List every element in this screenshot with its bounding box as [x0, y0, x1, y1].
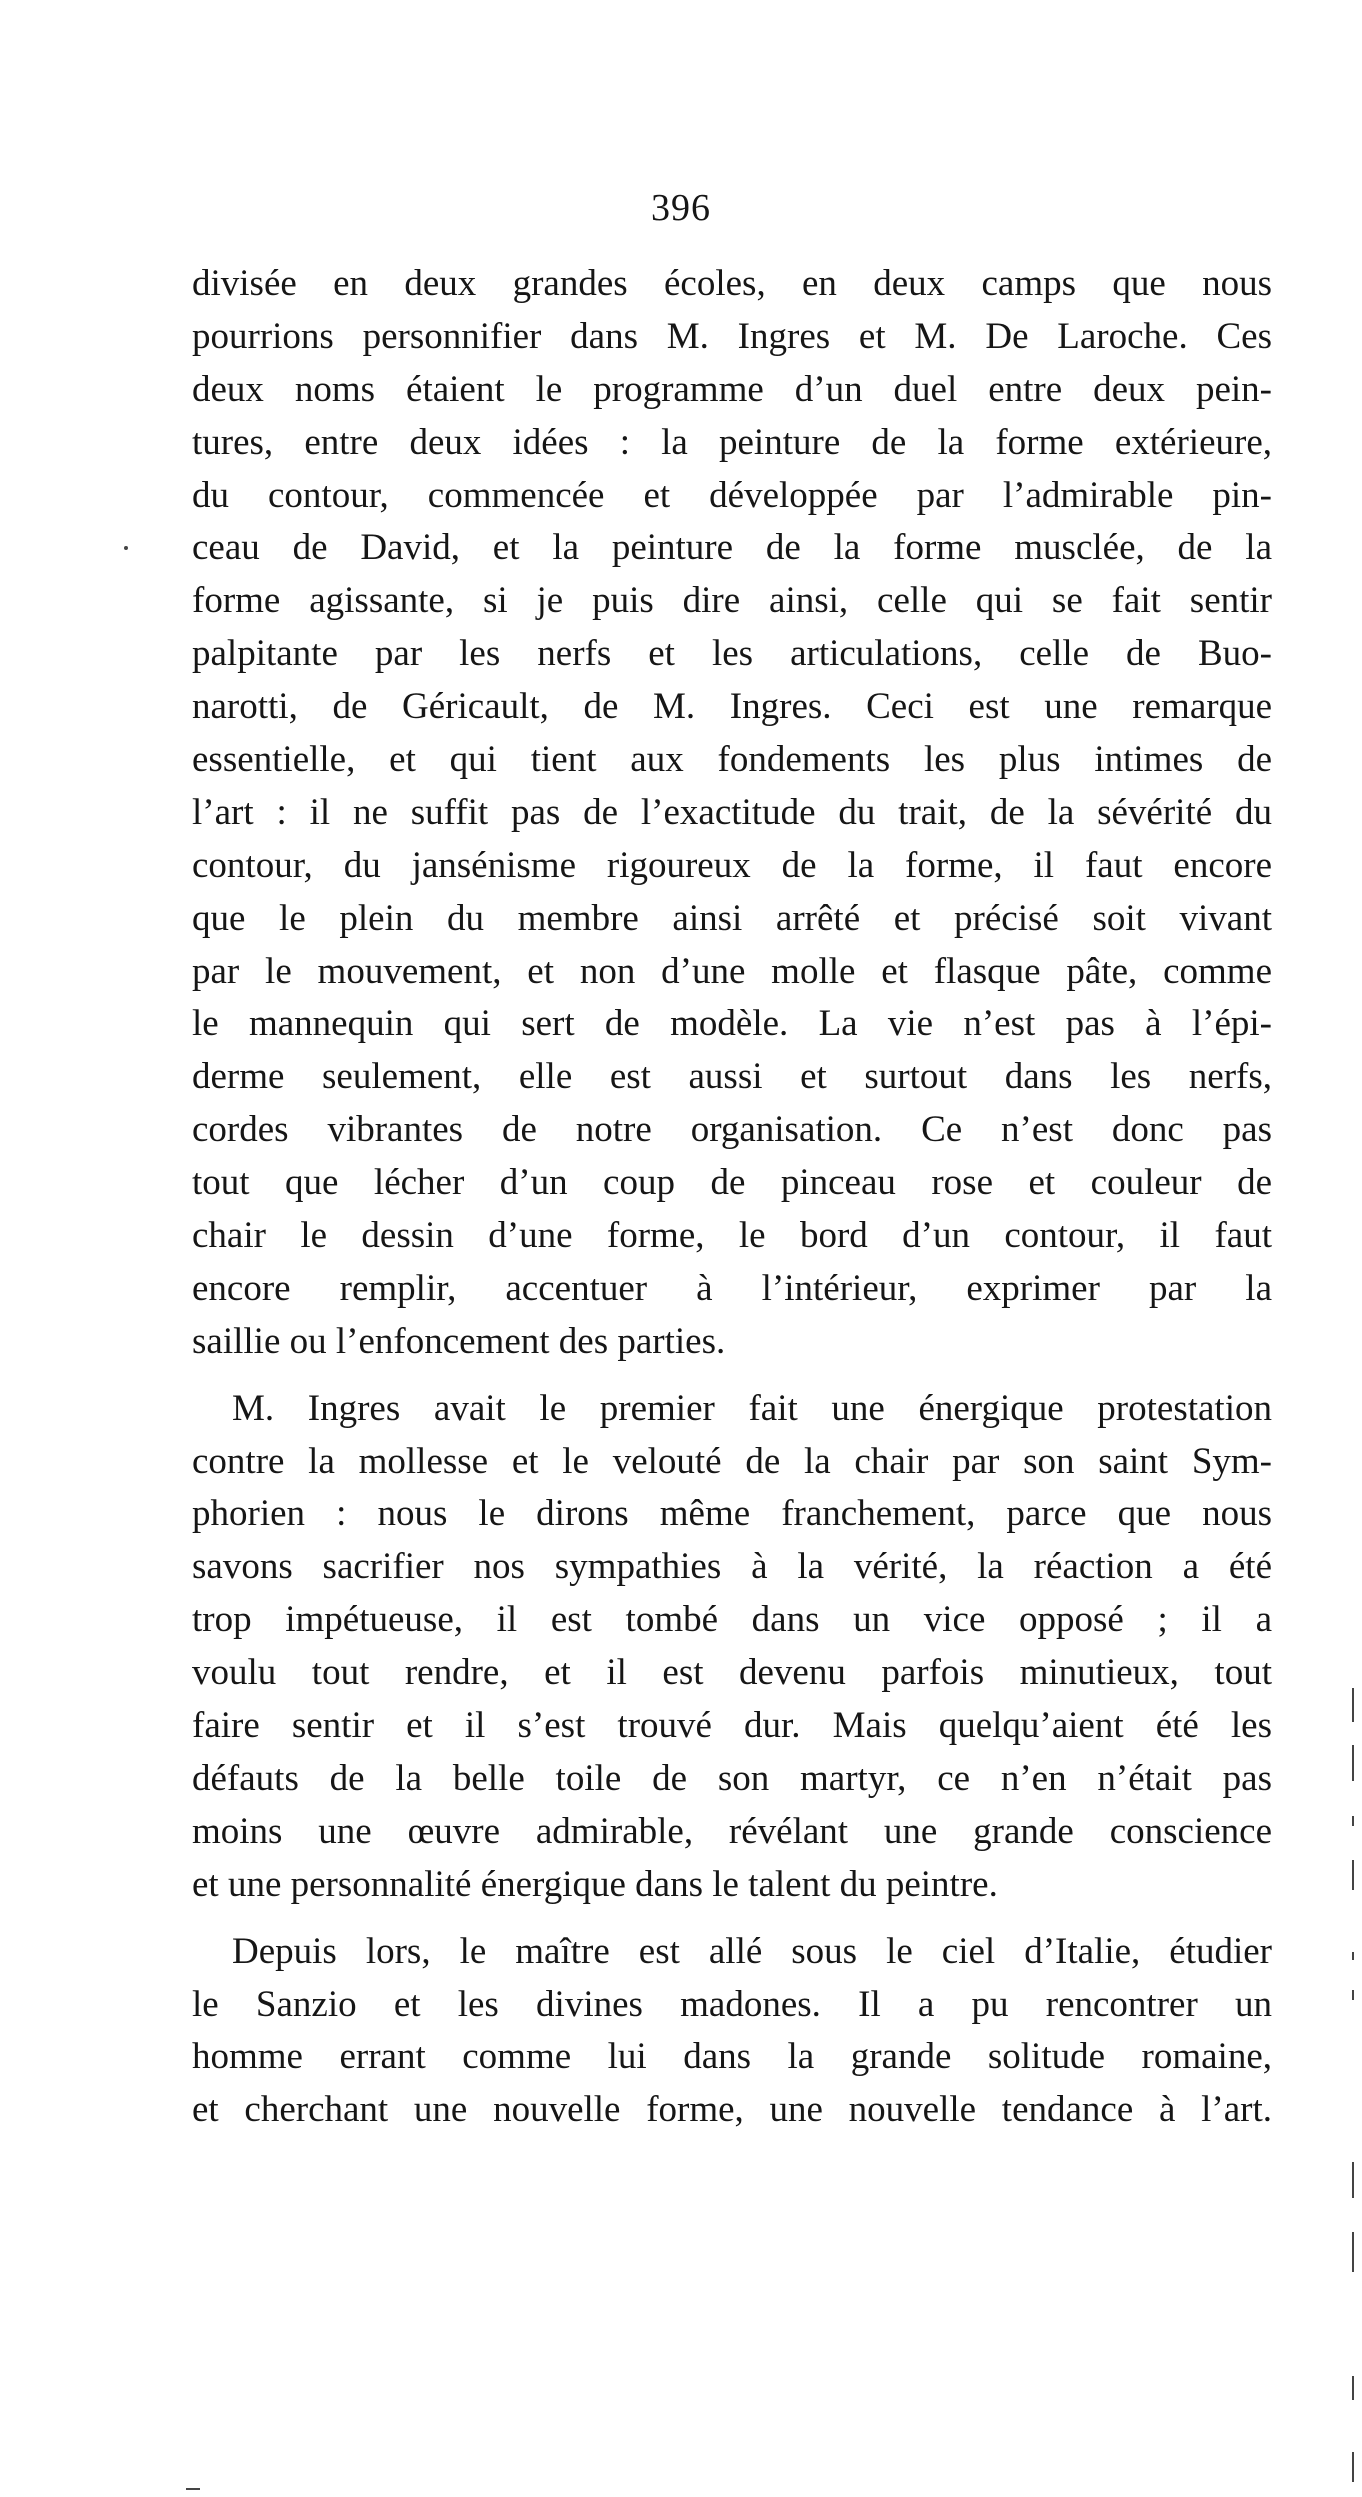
- paragraph-gap: [192, 1369, 1272, 1383]
- text-line: par le mouvement, et non d’une molle et flasque pâte, comme: [192, 950, 1272, 992]
- text-line: et une personnalité énergique dans le talent du peintre.: [192, 1863, 998, 1905]
- scan-edge-mark: [1352, 1745, 1354, 1781]
- scan-edge-mark: [1352, 1688, 1354, 1722]
- paragraph-gap: [192, 1912, 1272, 1926]
- scan-edge-mark: [1352, 2376, 1354, 2400]
- text-line: palpitante par les nerfs et les articulations, celle de Buo-: [192, 633, 1272, 675]
- page-number: 396: [651, 187, 711, 229]
- scan-edge-mark: [1352, 1952, 1354, 1960]
- text-line: M. Ingres avait le premier fait une énergique protestation: [232, 1387, 1272, 1429]
- text-line: contour, du jansénisme rigoureux de la forme, il faut encore: [192, 844, 1272, 886]
- scan-edge-mark: [1352, 2162, 1354, 2198]
- text-line: l’art : il ne suffit pas de l’exactitude du trait, de la sévérité du: [192, 791, 1272, 833]
- text-line: le mannequin qui sert de modèle. La vie n’est pas à l’épi-: [192, 1003, 1272, 1045]
- text-line: le Sanzio et les divines madones. Il a pu rencontrer un: [192, 1983, 1272, 2025]
- text-line: chair le dessin d’une forme, le bord d’un contour, il faut: [192, 1215, 1272, 1257]
- text-line: défauts de la belle toile de son martyr, ce n’en n’était pas: [192, 1757, 1272, 1799]
- text-line: narotti, de Géricault, de M. Ingres. Ceci est une remarque: [192, 686, 1272, 728]
- paragraph-1: [192, 258, 1272, 1369]
- text-line: saillie ou l’enfoncement des parties.: [192, 1320, 726, 1362]
- text-line: deux noms étaient le programme d’un duel entre deux pein-: [192, 368, 1272, 410]
- text-line: et cherchant une nouvelle forme, une nouvelle tendance à l’art.: [192, 2089, 1272, 2131]
- scan-edge-mark: [1352, 2452, 1354, 2482]
- text-line: essentielle, et qui tient aux fondements les plus intimes de: [192, 739, 1272, 781]
- text-line: voulu tout rendre, et il est devenu parfois minutieux, tout: [192, 1652, 1272, 1694]
- paragraph-3: [192, 1926, 1272, 2138]
- text-line: savons sacrifier nos sympathies à la vérité, la réaction a été: [192, 1546, 1272, 1588]
- text-line: trop impétueuse, il est tombé dans un vice opposé ; il a: [192, 1599, 1272, 1641]
- scan-edge-mark: [1352, 1860, 1354, 1890]
- text-line: moins une œuvre admirable, révélant une grande conscience: [192, 1810, 1272, 1852]
- text-line: derme seulement, elle est aussi et surtout dans les nerfs,: [192, 1056, 1272, 1098]
- body-text: [192, 258, 1272, 2137]
- text-line: tures, entre deux idées : la peinture de la forme extérieure,: [192, 421, 1272, 463]
- text-line: cordes vibrantes de notre organisation. Ce n’est donc pas: [192, 1109, 1272, 1151]
- paragraph-2: [192, 1383, 1272, 1912]
- scan-edge-mark: [1352, 1816, 1354, 1826]
- text-line: forme agissante, si je puis dire ainsi, celle qui se fait sentir: [192, 580, 1272, 622]
- text-line: homme errant comme lui dans la grande solitude romaine,: [192, 2036, 1272, 2078]
- scan-speck: [186, 2488, 200, 2490]
- scan-speck: [124, 546, 128, 550]
- text-line: ceau de David, et la peinture de la forme musclée, de la: [192, 527, 1272, 569]
- text-line: phorien : nous le dirons même franchement, parce que nous: [192, 1493, 1272, 1535]
- text-line: encore remplir, accentuer à l’intérieur, exprimer par la: [192, 1267, 1272, 1309]
- text-line: pourrions personnifier dans M. Ingres et M. De Laroche. Ces: [192, 315, 1272, 357]
- text-line: tout que lécher d’un coup de pinceau rose et couleur de: [192, 1162, 1272, 1204]
- text-line: contre la mollesse et le velouté de la chair par son saint Sym-: [192, 1440, 1272, 1482]
- text-line: divisée en deux grandes écoles, en deux camps que nous: [192, 263, 1272, 304]
- scan-edge-mark: [1352, 1990, 1354, 2000]
- text-line: du contour, commencée et développée par l’admirable pin-: [192, 474, 1272, 516]
- text-line: Depuis lors, le maître est allé sous le ciel d’Italie, étudier: [232, 1930, 1272, 1972]
- text-line: que le plein du membre ainsi arrêté et précisé soit vivant: [192, 897, 1272, 939]
- scan-edge-mark: [1352, 2232, 1354, 2272]
- text-line: faire sentir et il s’est trouvé dur. Mais quelqu’aient été les: [192, 1705, 1272, 1747]
